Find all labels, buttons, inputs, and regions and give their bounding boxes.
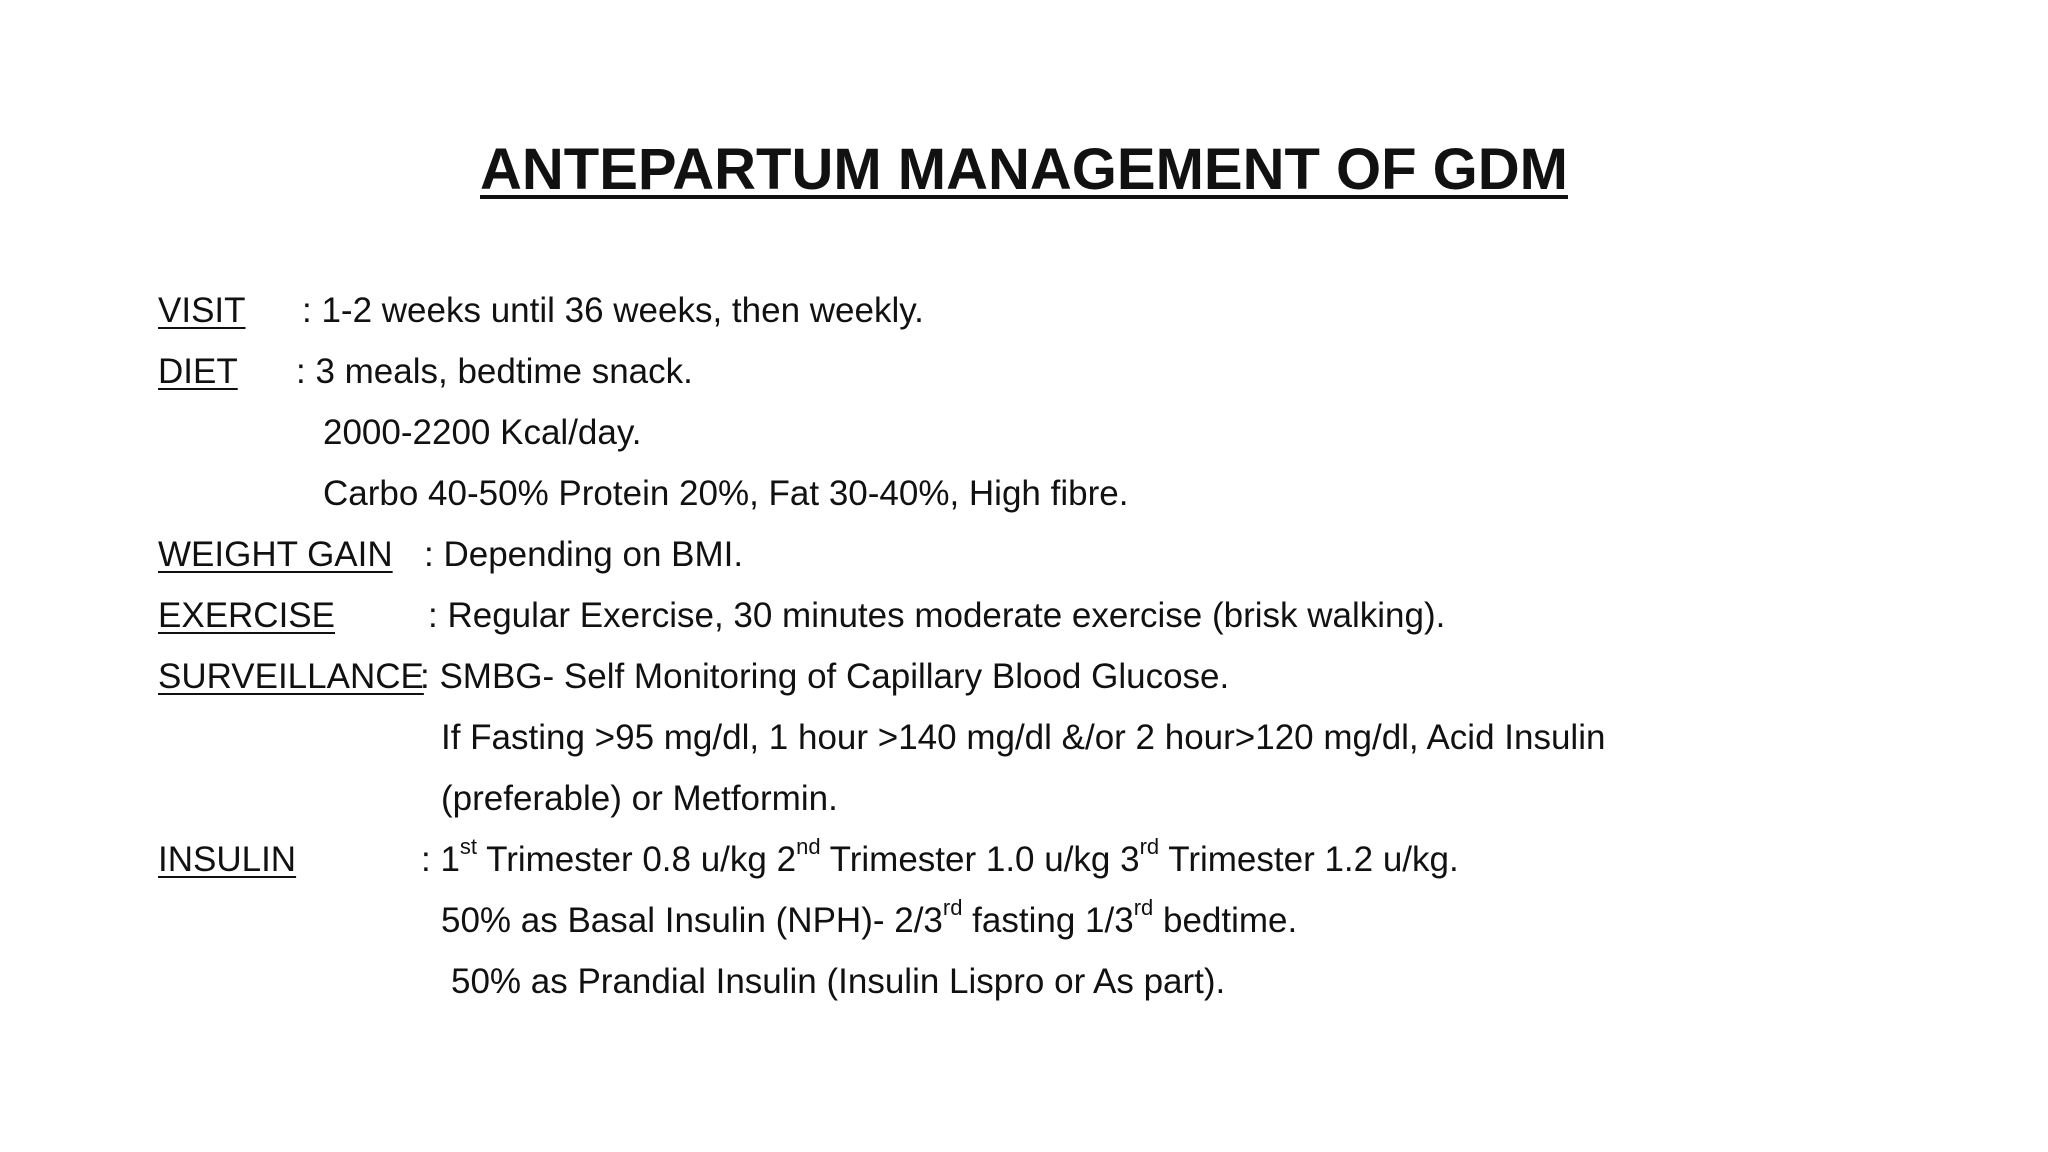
superscript-rd: rd — [1139, 834, 1160, 860]
insulin-dosage-third: Trimester 1.2 u/kg. — [1159, 840, 1459, 879]
weight-gain-value: : Depending on BMI. — [424, 535, 744, 574]
surveillance-label: SURVEILLANCE — [158, 657, 424, 696]
weight-gain-label: WEIGHT GAIN — [158, 535, 393, 574]
surveillance-therapy: (preferable) or Metformin. — [441, 779, 838, 818]
insulin-label: INSULIN — [158, 840, 297, 879]
insulin-basal-fasting: fasting 1/3 — [962, 901, 1134, 940]
slide-title: ANTEPARTUM MANAGEMENT OF GDM — [480, 137, 1568, 202]
superscript-rd: rd — [1133, 895, 1154, 921]
insulin-dosage-second: Trimester 1.0 u/kg 3 — [820, 840, 1140, 879]
superscript-nd: nd — [796, 834, 821, 860]
exercise-label: EXERCISE — [158, 596, 335, 635]
insulin-dosage-first: Trimester 0.8 u/kg 2 — [477, 840, 797, 879]
insulin-basal-bedtime: bedtime. — [1153, 901, 1298, 940]
visit-value: : 1-2 weeks until 36 weeks, then weekly. — [302, 291, 924, 330]
insulin-dosage — [421, 835, 1459, 885]
insulin-basal — [441, 896, 1297, 946]
diet-calories: 2000-2200 Kcal/day. — [323, 413, 642, 452]
visit-label: VISIT — [158, 291, 246, 330]
exercise-value: : Regular Exercise, 30 minutes moderate exercise (brisk walking). — [428, 596, 1446, 635]
superscript-rd: rd — [942, 895, 963, 921]
insulin-dosage-prefix: : 1 — [421, 840, 460, 879]
superscript-st: st — [459, 834, 478, 860]
surveillance-value: : SMBG- Self Monitoring of Capillary Blood Glucose. — [420, 657, 1230, 696]
diet-composition: Carbo 40-50% Protein 20%, Fat 30-40%, High fibre. — [323, 474, 1129, 513]
diet-label: DIET — [158, 352, 238, 391]
diet-value: : 3 meals, bedtime snack. — [296, 352, 693, 391]
insulin-basal-prefix: 50% as Basal Insulin (NPH)- 2/3 — [441, 901, 943, 940]
surveillance-thresholds: If Fasting >95 mg/dl, 1 hour >140 mg/dl &/or 2 hour>120 mg/dl, Acid Insulin — [441, 718, 1606, 757]
insulin-prandial: 50% as Prandial Insulin (Insulin Lispro or As part). — [451, 962, 1226, 1001]
